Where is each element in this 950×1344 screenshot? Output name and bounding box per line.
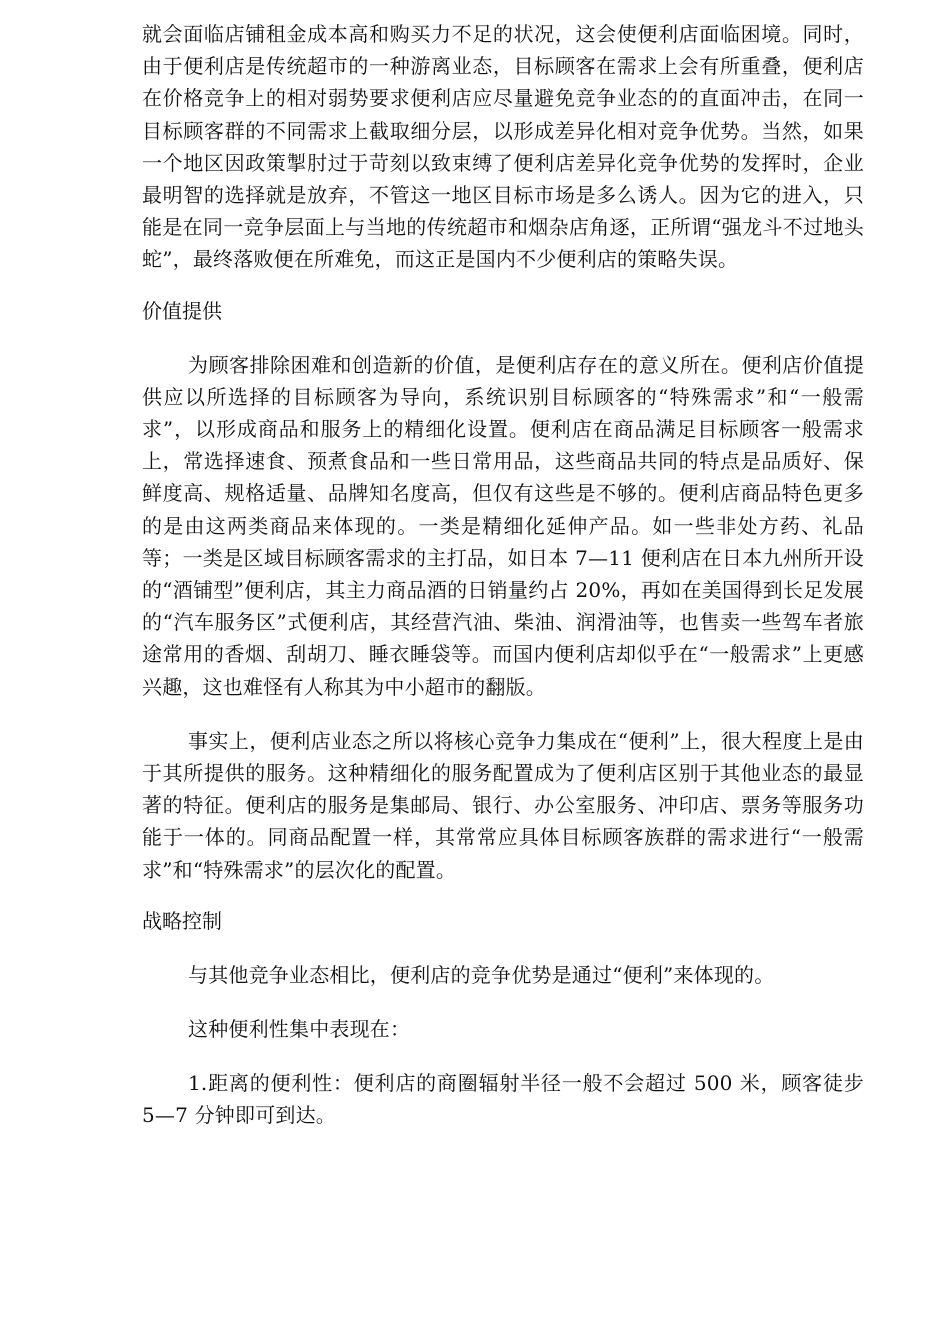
document-page [142, 18, 864, 1132]
strategy-paragraph-2: 这种便利性集中表现在： [188, 1017, 411, 1042]
value-paragraph-1: 为顾客排除困难和创造新的价值，是便利店存在的意义所在。便利店价值提供应以所选择的目标顾客为导向，系统识别目标顾客的“特殊需求”和“一般需求”，以形成商品和服务上的精细化设置。便利店在商品满足目标顾客一般需求上，常选择速食、预煮食品和一些日常用品，这些商品共同的特点是品质好、保鲜度高、规格适量、品牌知名度高，但仅有这些是不够的。便利店商品特色更多的是由这两类商品来体现的。一类是精细化延伸产品。如一些非处方药、礼品等；一类是区域目标顾客需求的主打品，如日本 7—11 便利店在日本九州所开设的“酒铺型”便利店，其主力商品酒的日销量约占 20%，再如在美国得到长足发展的“汽车服务区”式便利店，其经营汽油、柴油、润滑油等，也售卖一些驾车者旅途常用的香烟、刮胡刀、睡衣睡袋等。而国内便利店却似乎在“一般需求”上更感兴趣，这也难怪有人称其为中小超市的翻版。 [142, 352, 864, 699]
value-paragraph-2: 事实上，便利店业态之所以将核心竞争力集成在“便利”上，很大程度上是由于其所提供的服务。这种精细化的服务配置成为了便利店区别于其他业态的最显著的特征。便利店的服务是集邮局、银行、办公室服务、冲印店、票务等服务功能于一体的。同商品配置一样，其常常应具体目标顾客族群的需求进行“一般需求”和“特殊需求”的层次化的配置。 [142, 728, 864, 882]
section-heading-value: 价值提供 [142, 298, 222, 323]
strategy-paragraph-3: 1.距离的便利性：便利店的商圈辐射半径一般不会超过 500 米，顾客徒步 5—7 分钟即可到达。 [142, 1071, 864, 1128]
strategy-paragraph-1: 与其他竞争业态相比，便利店的竞争优势是通过“便利”来体现的。 [188, 962, 775, 987]
section-heading-strategy: 战略控制 [142, 908, 222, 933]
intro-paragraph: 就会面临店铺租金成本高和购买力不足的状况，这会使便利店面临困境。同时，由于便利店是传统超市的一种游离业态，目标顾客在需求上会有所重叠，便利店在价格竞争上的相对弱势要求便利店应尽量避免竞争业态的的直面冲击，在同一目标顾客群的不同需求上截取细分层，以形成差异化相对竞争优势。当然，如果一个地区因政策掣肘过于苛刻以致束缚了便利店差异化竞争优势的发挥时，企业最明智的选择就是放弃，不管这一地区目标市场是多么诱人。因为它的进入，只能是在同一竞争层面上与当地的传统超市和烟杂店角逐，正所谓“强龙斗不过地头蛇”，最终落败便在所难免，而这正是国内不少便利店的策略失误。 [142, 22, 864, 272]
